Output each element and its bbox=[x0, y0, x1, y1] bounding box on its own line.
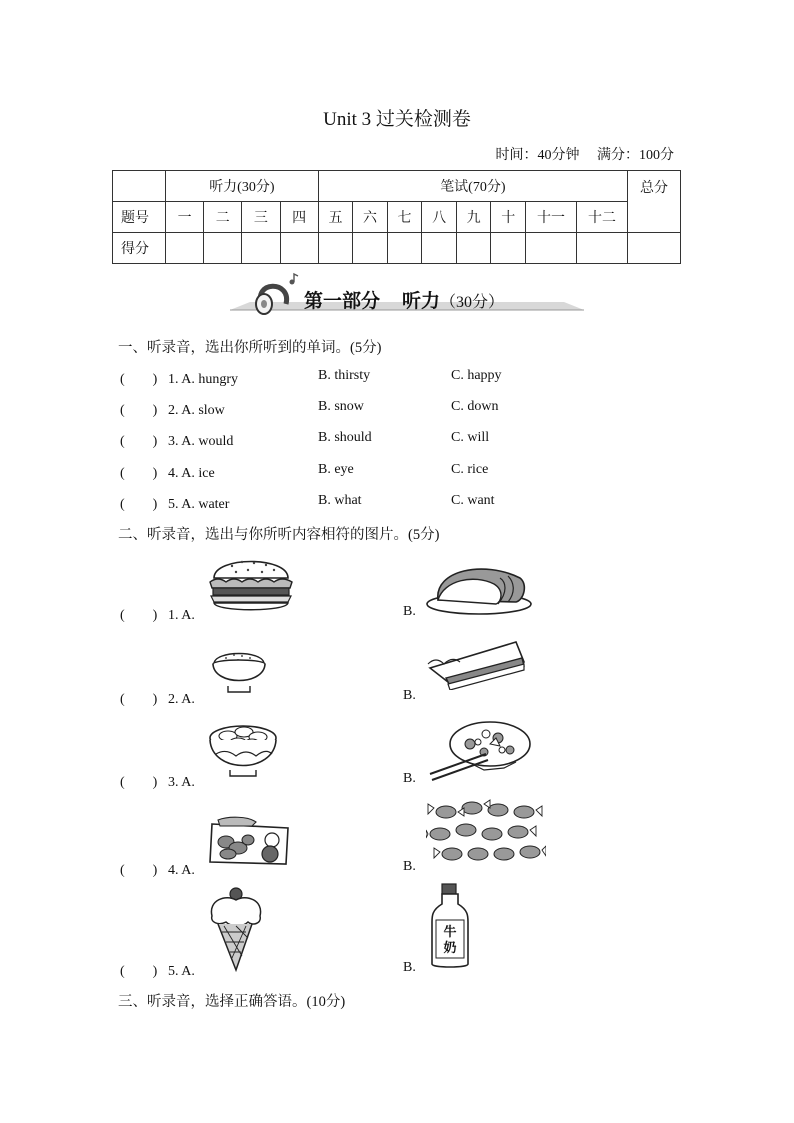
answer-paren[interactable]: ( ) bbox=[120, 775, 158, 790]
option-b-label: B. bbox=[403, 859, 416, 874]
option-b: B. should bbox=[318, 430, 372, 445]
answer-paren[interactable]: ( ) bbox=[120, 466, 158, 481]
option-a: 5. A. water bbox=[168, 497, 230, 512]
list-item bbox=[120, 399, 499, 419]
option-b-label: B. bbox=[403, 771, 416, 786]
list-item bbox=[120, 771, 195, 791]
option-c: C. will bbox=[451, 430, 490, 445]
score-cell[interactable] bbox=[353, 233, 388, 264]
list-item bbox=[120, 960, 195, 980]
score-table bbox=[112, 170, 681, 264]
score-cell[interactable] bbox=[280, 233, 318, 264]
question-number: 七 bbox=[387, 202, 422, 233]
option-c: C. happy bbox=[451, 368, 502, 383]
bread-loaf-icon bbox=[424, 560, 534, 616]
answer-paren[interactable]: ( ) bbox=[120, 434, 158, 449]
option-c: C. rice bbox=[451, 462, 489, 477]
question-number: 四 bbox=[280, 202, 318, 233]
option-b-label: B. bbox=[403, 604, 416, 619]
option-a-label: 4. A. bbox=[168, 863, 195, 878]
score-cell[interactable] bbox=[204, 233, 242, 264]
score-cell[interactable] bbox=[491, 233, 526, 264]
answer-paren[interactable]: ( ) bbox=[120, 403, 158, 418]
question-number: 十一 bbox=[526, 202, 577, 233]
dumplings-bowl-icon bbox=[206, 720, 280, 782]
question-number: 二 bbox=[204, 202, 242, 233]
answer-paren[interactable]: ( ) bbox=[120, 964, 158, 979]
salad-plate-icon bbox=[428, 716, 532, 782]
blank-cell bbox=[113, 171, 166, 202]
total-header: 总分 bbox=[628, 171, 681, 233]
writing-header: 笔试(70分) bbox=[318, 171, 627, 202]
rice-bowl-icon bbox=[208, 646, 270, 698]
answer-paren[interactable]: ( ) bbox=[120, 608, 158, 623]
time-limit: 时间：40分钟 bbox=[495, 148, 580, 163]
milk-bottle-icon bbox=[428, 882, 472, 970]
score-cell[interactable] bbox=[577, 233, 628, 264]
score-cell[interactable] bbox=[526, 233, 577, 264]
score-label: 得分 bbox=[113, 233, 166, 264]
option-a-label: 5. A. bbox=[168, 964, 195, 979]
section2-heading: 二、听录音，选出与你所听内容相符的图片。(5分) bbox=[118, 527, 440, 543]
score-cell[interactable] bbox=[628, 233, 681, 264]
listening-header: 听力(30分) bbox=[166, 171, 319, 202]
milk-label: 牛 bbox=[443, 925, 457, 940]
ice-cream-icon bbox=[208, 886, 264, 972]
option-a: 2. A. slow bbox=[168, 403, 225, 418]
answer-paren[interactable]: ( ) bbox=[120, 692, 158, 707]
question-number: 一 bbox=[166, 202, 204, 233]
option-a: 3. A. would bbox=[168, 434, 234, 449]
list-item bbox=[120, 368, 502, 388]
question-number: 十 bbox=[491, 202, 526, 233]
answer-paren[interactable]: ( ) bbox=[120, 372, 158, 387]
list-item bbox=[120, 688, 195, 708]
option-a: 1. A. hungry bbox=[168, 372, 238, 387]
list-item bbox=[120, 604, 195, 624]
svg-text:奶: 奶 bbox=[443, 941, 457, 956]
list-item bbox=[120, 430, 490, 450]
option-a-label: 2. A. bbox=[168, 692, 195, 707]
section1-heading: 一、听录音，选出你所听到的单词。(5分) bbox=[118, 340, 382, 356]
question-number: 十二 bbox=[577, 202, 628, 233]
list-item bbox=[120, 859, 195, 879]
part-title bbox=[304, 286, 504, 313]
option-b: B. snow bbox=[318, 399, 364, 414]
option-c: C. down bbox=[451, 399, 499, 414]
exam-meta bbox=[482, 144, 675, 164]
option-a: 4. A. ice bbox=[168, 466, 215, 481]
exam-title: Unit 3 过关检测卷 bbox=[323, 109, 471, 130]
part-points: （30分） bbox=[440, 294, 505, 311]
question-number: 五 bbox=[318, 202, 353, 233]
list-item bbox=[120, 462, 489, 482]
score-cell[interactable] bbox=[318, 233, 353, 264]
question-number: 六 bbox=[353, 202, 388, 233]
answer-paren[interactable]: ( ) bbox=[120, 497, 158, 512]
score-cell[interactable] bbox=[387, 233, 422, 264]
question-number: 八 bbox=[422, 202, 457, 233]
option-b-label: B. bbox=[403, 688, 416, 703]
answer-paren[interactable]: ( ) bbox=[120, 863, 158, 878]
score-cell[interactable] bbox=[422, 233, 457, 264]
section3-heading: 三、听录音，选择正确答语。(10分) bbox=[118, 994, 346, 1010]
question-number: 三 bbox=[242, 202, 280, 233]
option-a-label: 3. A. bbox=[168, 775, 195, 790]
question-label: 题号 bbox=[113, 202, 166, 233]
food-tray-icon bbox=[208, 816, 290, 868]
option-b: B. thirsty bbox=[318, 368, 371, 383]
option-b-label: B. bbox=[403, 960, 416, 975]
part-title-text: 第一部分 bbox=[304, 290, 381, 312]
part-subject: 听力 bbox=[402, 290, 441, 312]
option-c: C. want bbox=[451, 493, 495, 508]
hamburger-icon bbox=[208, 552, 294, 614]
option-a-label: 1. A. bbox=[168, 608, 195, 623]
score-cell[interactable] bbox=[166, 233, 204, 264]
full-score: 满分：100分 bbox=[597, 148, 674, 163]
candies-icon bbox=[426, 798, 546, 870]
option-b: B. eye bbox=[318, 462, 354, 477]
sandwich-icon bbox=[424, 638, 530, 690]
list-item bbox=[120, 493, 495, 513]
score-cell[interactable] bbox=[242, 233, 280, 264]
question-number: 九 bbox=[456, 202, 491, 233]
option-b: B. what bbox=[318, 493, 362, 508]
score-cell[interactable] bbox=[456, 233, 491, 264]
